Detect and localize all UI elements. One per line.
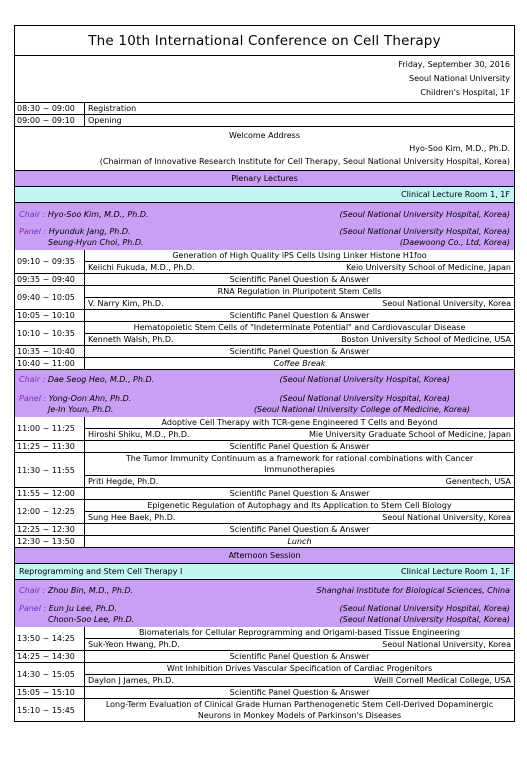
- panel-name: Choon-Soo Lee, Ph.D.: [48, 615, 135, 624]
- session-line: [15, 564, 514, 579]
- speaker-affiliation: Seoul National University, Korea: [382, 513, 511, 522]
- panel-affiliation: (Seoul National University College of Medicine, Korea): [253, 405, 470, 414]
- welcome-row: [15, 126, 514, 170]
- speaker-affiliation: Mie University Graduate School of Medicine, Japan: [308, 430, 511, 439]
- talk-title: Biomaterials for Cellular Reprogramming and Origami-based Tissue Engineering: [139, 628, 460, 637]
- welcome-affiliation: (Chairman of Innovative Research Institute for Cell Therapy, Seoul National University Hospital, Korea): [99, 157, 510, 166]
- venue-text-1: Seoul National University: [409, 74, 510, 83]
- talk-title-cont: Neurons in Monkey Models of Parkinson's Diseases: [197, 711, 402, 720]
- panel-label: Panel :: [19, 604, 47, 613]
- speaker-line: [85, 475, 514, 487]
- panel-name: Eun Ju Lee, Ph.D.: [48, 604, 117, 613]
- qa-cell: Scientific Panel Question & Answer: [229, 652, 370, 661]
- schedule-row: [15, 417, 514, 440]
- chair-affiliation: Shanghai Institute for Biological Sciences, China: [316, 586, 510, 595]
- panel-name: Yong-Oon Ahn, Ph.D.: [48, 394, 132, 403]
- schedule-row: [15, 345, 514, 357]
- speaker-name: Hiroshi Shiku, M.D., Ph.D.: [88, 430, 190, 439]
- time-cell: 09:00 ~ 09:10: [15, 115, 85, 126]
- title-row: [15, 26, 514, 55]
- section-heading: Plenary Lectures: [231, 174, 298, 183]
- chair-label: Chair :: [19, 586, 46, 595]
- speaker-affiliation: Keio University School of Medicine, Japan: [346, 263, 511, 272]
- speaker-affiliation: Seoul National University, Korea: [382, 299, 511, 308]
- speaker-affiliation: Genentech, USA: [445, 477, 511, 486]
- schedule-row: [15, 250, 514, 273]
- schedule-row: [15, 535, 514, 547]
- date-text: Friday, September 30, 2016: [398, 60, 510, 69]
- time-cell: 12:30 ~ 13:50: [15, 536, 85, 547]
- session-row: [15, 563, 514, 579]
- event-cell: [85, 663, 514, 686]
- chair-label: Chair :: [19, 375, 46, 384]
- speaker-line: [85, 511, 514, 523]
- talk-title: The Tumor Immunity Continuum as a framework for rational combinations with Cancer: [125, 454, 474, 463]
- schedule-row: [15, 285, 514, 309]
- time-cell: 14:25 ~ 14:30: [15, 651, 85, 662]
- room-label: Clinical Lecture Room 1, 1F: [400, 567, 510, 576]
- event-cell: [85, 453, 514, 487]
- speaker-affiliation: Boston University School of Medicine, USA: [341, 335, 511, 344]
- panel-name: Seung-Hyun Choi, Ph.D.: [48, 238, 144, 247]
- break-cell: Lunch: [287, 537, 312, 546]
- talk-title: Wnt Inhibition Drives Vascular Specification of Cardiac Progenitors: [166, 664, 433, 673]
- event-cell: [85, 699, 514, 721]
- time-cell: 09:35 ~ 09:40: [15, 274, 85, 285]
- qa-cell: Scientific Panel Question & Answer: [229, 442, 370, 451]
- talk-title: Epigenetic Regulation of Autophagy and Its Application to Stem Cell Biology: [147, 501, 452, 510]
- time-cell: 10:05 ~ 10:10: [15, 310, 85, 321]
- chair-panel-row: [15, 369, 514, 417]
- talk-title: Generation of High Quality iPS Cells Using Linker Histone H1foo: [172, 251, 427, 260]
- event-cell: Opening: [88, 116, 122, 125]
- schedule-row: [15, 650, 514, 662]
- talk-title-cont: Immunotherapies: [264, 465, 335, 474]
- chair-panel-block: [15, 580, 514, 627]
- venue-text-2: Children's Hospital, 1F: [420, 88, 510, 97]
- program-sheet: [14, 25, 515, 722]
- panel-name: Je-In Youn, Ph.D.: [48, 405, 114, 414]
- speaker-name: Daylon J James, Ph.D.: [88, 676, 174, 685]
- time-cell: 10:40 ~ 11:00: [15, 358, 85, 369]
- break-cell: Coffee Break: [273, 359, 326, 368]
- time-cell: 11:00 ~ 11:25: [15, 417, 85, 440]
- room-row: [15, 186, 514, 202]
- schedule-row: [15, 487, 514, 499]
- speaker-name: Suk-Yeon Hwang, Ph.D.: [88, 640, 180, 649]
- schedule-row: [15, 114, 514, 126]
- time-cell: 09:40 ~ 10:05: [15, 286, 85, 309]
- qa-cell: Scientific Panel Question & Answer: [229, 311, 370, 320]
- time-cell: 10:35 ~ 10:40: [15, 346, 85, 357]
- time-cell: 12:25 ~ 12:30: [15, 524, 85, 535]
- talk-list-plenary-2: [15, 417, 514, 547]
- event-cell: Registration: [88, 104, 137, 113]
- talk-title: Adoptive Cell Therapy with TCR-gene Engineered T Cells and Beyond: [161, 418, 438, 427]
- chair-panel-row: [15, 202, 514, 250]
- chair-name: Hyo-Soo Kim, M.D., Ph.D.: [47, 210, 149, 219]
- panel-affiliation: (Seoul National University Hospital, Korea): [339, 227, 510, 236]
- event-cell: [85, 417, 514, 440]
- schedule-row: [15, 102, 514, 114]
- speaker-line: [85, 428, 514, 440]
- panel-affiliation: (Daewoong Co., Ltd, Korea): [399, 238, 510, 247]
- schedule-row: [15, 662, 514, 686]
- time-cell: 10:10 ~ 10:35: [15, 322, 85, 345]
- section-header-row: [15, 547, 514, 563]
- chair-name: Zhou Bin, M.D., Ph.D.: [47, 586, 134, 595]
- talk-title: RNA Regulation in Pluripotent Stem Cells: [217, 287, 382, 296]
- event-cell: [85, 250, 514, 273]
- welcome-speaker: Hyo-Soo Kim, M.D., Ph.D.: [409, 144, 510, 153]
- chair-panel-block: [15, 370, 514, 417]
- speaker-name: Keiichi Fukuda, M.D., Ph.D.: [88, 263, 195, 272]
- schedule-row: [15, 357, 514, 369]
- schedule-row: [15, 321, 514, 345]
- qa-cell: Scientific Panel Question & Answer: [229, 275, 370, 284]
- session-title: Reprogramming and Stem Cell Therapy I: [19, 567, 183, 576]
- event-cell: [85, 627, 514, 650]
- qa-cell: Scientific Panel Question & Answer: [229, 489, 370, 498]
- time-cell: 15:05 ~ 15:10: [15, 687, 85, 698]
- schedule-row: [15, 686, 514, 698]
- schedule-row: [15, 452, 514, 487]
- schedule-row: [15, 499, 514, 523]
- schedule-row: [15, 273, 514, 285]
- event-cell: [85, 322, 514, 345]
- panel-name: Hyunduk Jang, Ph.D.: [48, 227, 131, 236]
- section-heading: Afternoon Session: [228, 551, 301, 560]
- welcome-title: Welcome Address: [229, 131, 300, 140]
- event-cell: [85, 500, 514, 523]
- chair-label: Chair :: [19, 210, 46, 219]
- speaker-line: [85, 261, 514, 273]
- chair-name: Dae Seog Heo, M.D., Ph.D.: [47, 375, 155, 384]
- date-venue-row: [15, 55, 514, 102]
- chair-panel-row: [15, 579, 514, 627]
- speaker-line: [85, 297, 514, 309]
- date-venue: [15, 56, 514, 102]
- chair-affiliation: (Seoul National University Hospital, Korea): [339, 210, 510, 219]
- talk-list-afternoon: [15, 627, 514, 721]
- panel-affiliation: (Seoul National University Hospital, Korea): [339, 615, 510, 624]
- panel-label: Panel :: [19, 394, 47, 403]
- schedule-row: [15, 627, 514, 650]
- time-cell: 11:30 ~ 11:55: [15, 453, 85, 487]
- schedule-row: [15, 309, 514, 321]
- event-cell: [85, 286, 514, 309]
- schedule-row: [15, 440, 514, 452]
- room-label: Clinical Lecture Room 1, 1F: [400, 190, 510, 199]
- schedule-row: [15, 698, 514, 721]
- speaker-name: Sung Hee Baek, Ph.D.: [88, 513, 176, 522]
- time-cell: 15:10 ~ 15:45: [15, 699, 85, 721]
- welcome-block: [15, 127, 514, 170]
- speaker-line: [85, 638, 514, 650]
- speaker-affiliation: Seoul National University, Korea: [382, 640, 511, 649]
- speaker-name: V. Narry Kim, Ph.D.: [88, 299, 164, 308]
- time-cell: 13:50 ~ 14:25: [15, 627, 85, 650]
- speaker-affiliation: Weill Cornell Medical College, USA: [374, 676, 511, 685]
- panel-affiliation: (Seoul National University Hospital, Korea): [339, 604, 510, 613]
- time-cell: 08:30 ~ 09:00: [15, 103, 85, 114]
- qa-cell: Scientific Panel Question & Answer: [229, 525, 370, 534]
- qa-cell: Scientific Panel Question & Answer: [229, 347, 370, 356]
- time-cell: 12:00 ~ 12:25: [15, 500, 85, 523]
- talk-title: Long-Term Evaluation of Clinical Grade Human Parthenogenetic Stem Cell-Derived Dopaminergic: [105, 700, 494, 709]
- time-cell: 09:10 ~ 09:35: [15, 250, 85, 273]
- talk-list-plenary-1: [15, 250, 514, 369]
- chair-affiliation: (Seoul National University Hospital, Korea): [279, 375, 450, 384]
- time-cell: 11:55 ~ 12:00: [15, 488, 85, 499]
- section-header-row: [15, 170, 514, 186]
- schedule-row: [15, 523, 514, 535]
- time-cell: 11:25 ~ 11:30: [15, 441, 85, 452]
- speaker-line: [85, 674, 514, 686]
- time-cell: 14:30 ~ 15:05: [15, 663, 85, 686]
- page-title: The 10th International Conference on Cell Therapy: [88, 33, 441, 49]
- qa-cell: Scientific Panel Question & Answer: [229, 688, 370, 697]
- panel-label: Panel :: [19, 227, 47, 236]
- speaker-name: Priti Hegde, Ph.D.: [88, 477, 159, 486]
- speaker-line: [85, 333, 514, 345]
- talk-title: Hematopoietic Stem Cells of "Indeterminate Potential" and Cardiovascular Disease: [133, 323, 466, 332]
- panel-affiliation: (Seoul National University Hospital, Korea): [279, 394, 450, 403]
- speaker-name: Kenneth Walsh, Ph.D.: [88, 335, 174, 344]
- chair-panel-block: [15, 203, 514, 250]
